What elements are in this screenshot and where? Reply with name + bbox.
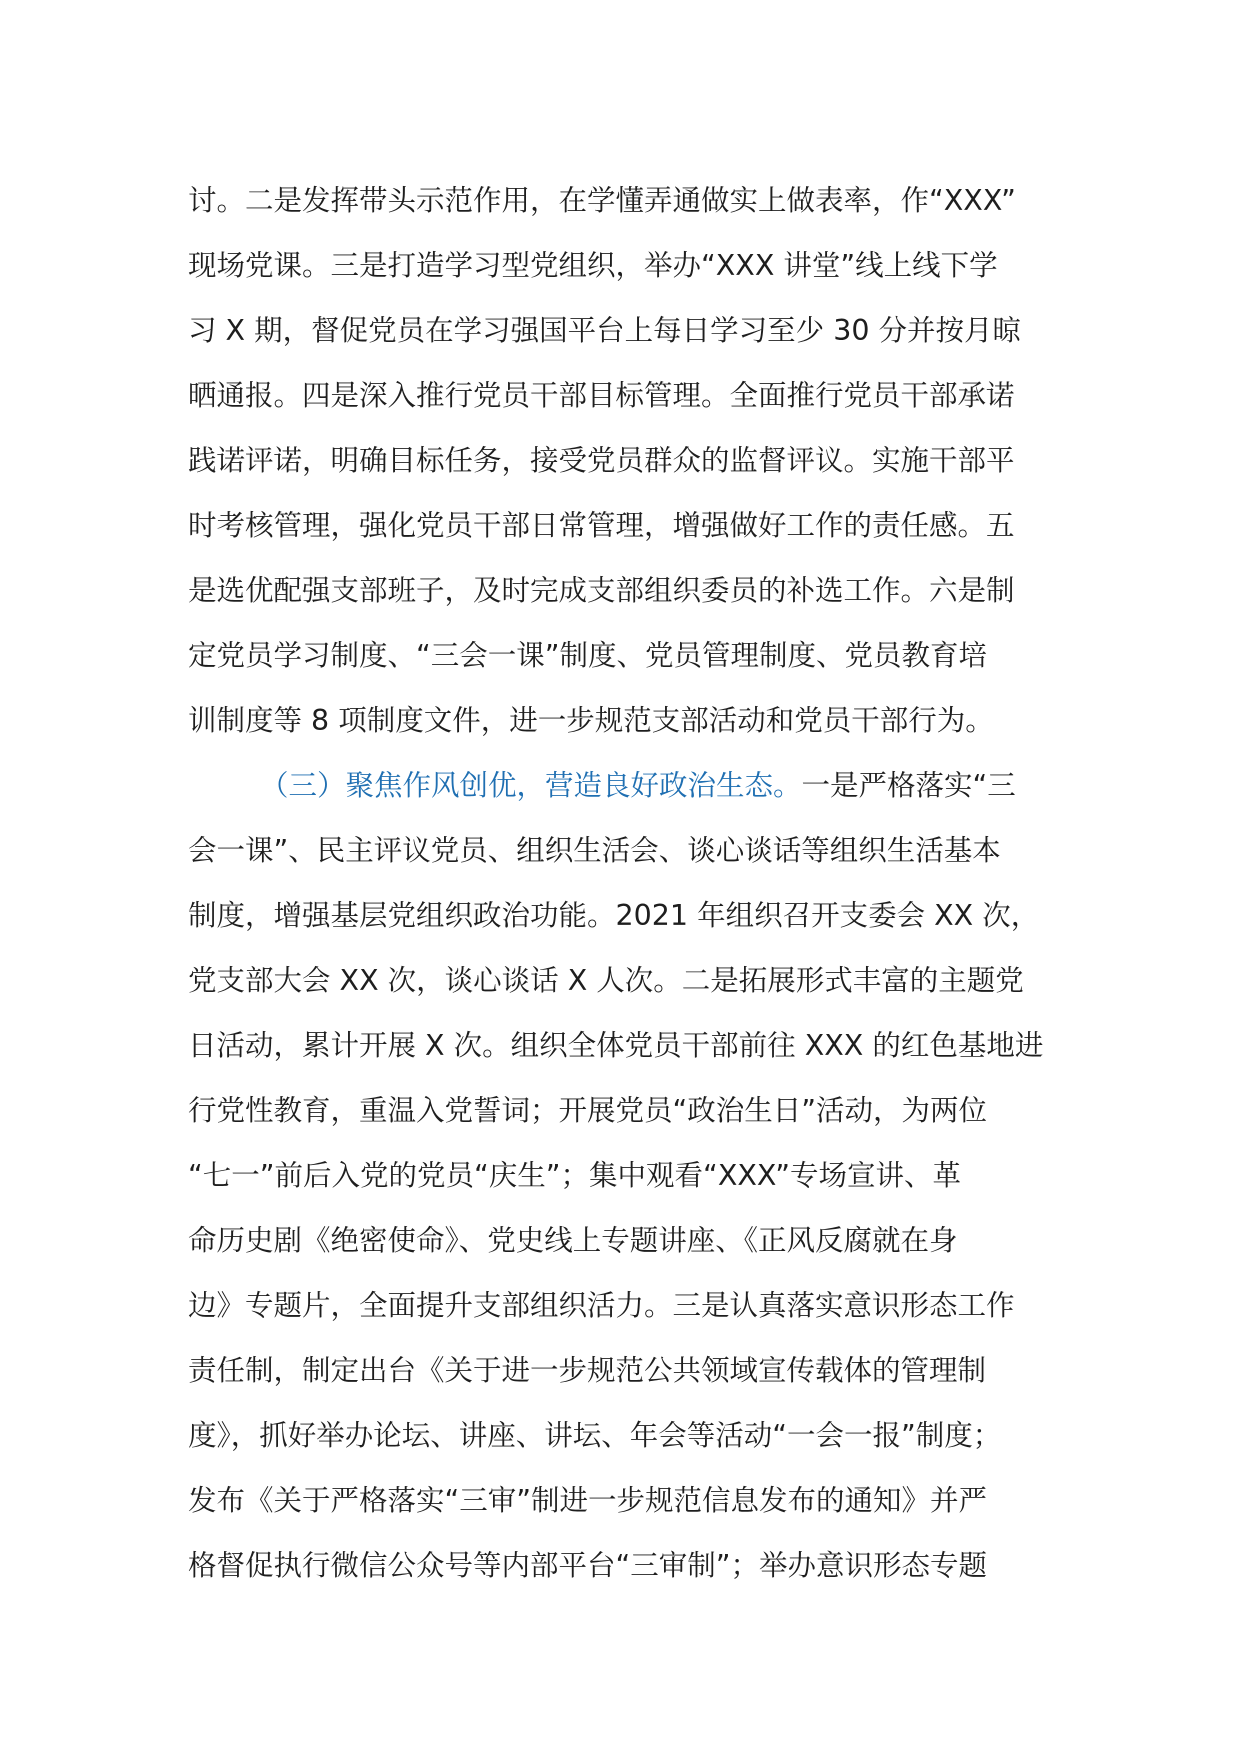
text-line: 定党员学习制度、“三会一课”制度、党员管理制度、党员教育培: [188, 639, 988, 672]
text-line: 度》，抓好举办论坛、讲座、讲坛、年会等活动“一会一报”制度；: [188, 1419, 1002, 1452]
text-line: 会一课”、民主评议党员、组织生活会、谈心谈话等组织生活基本: [188, 834, 1001, 867]
section-heading: （三）聚焦作风创优，营造良好政治生态。: [260, 769, 802, 802]
text-line: 责任制，制定出台《关于进一步规范公共领域宣传载体的管理制: [188, 1354, 987, 1387]
text-line: 晒通报。四是深入推行党员干部目标管理。全面推行党员干部承诺: [188, 379, 1015, 412]
text-line: 发布《关于严格落实“三审”制进一步规范信息发布的通知》并严: [188, 1484, 988, 1517]
text-line: 现场党课。三是打造学习型党组织，举办“XXX 讲堂”线上线下学: [188, 249, 998, 282]
body-text: [188, 168, 1068, 1598]
text-line: 格督促执行微信公众号等内部平台“三审制”；举办意识形态专题: [188, 1549, 988, 1582]
text-line: 党支部大会 XX 次，谈心谈话 X 人次。二是拓展形式丰富的主题党: [188, 964, 1024, 997]
text-line: 制度，增强基层党组织政治功能。2021 年组织召开支委会 XX 次，: [188, 899, 1040, 932]
section-three-first-line: [188, 753, 1068, 818]
text-line: 边》专题片，全面提升支部组织活力。三是认真落实意识形态工作: [188, 1289, 1015, 1322]
text-line: 命历史剧《绝密使命》、党史线上专题讲座、《正风反腐就在身: [188, 1224, 958, 1257]
text-line: 日活动，累计开展 X 次。组织全体党员干部前往 XXX 的红色基地进: [188, 1029, 1044, 1062]
text-line: 训制度等 8 项制度文件，进一步规范支部活动和党员干部行为。: [188, 704, 994, 737]
text-line: 习 X 期，督促党员在学习强国平台上每日学习至少 30 分并按月晾: [188, 314, 1022, 347]
text-line: 时考核管理，强化党员干部日常管理，增强做好工作的责任感。五: [188, 509, 1015, 542]
text-line: 是选优配强支部班子，及时完成支部组织委员的补选工作。六是制: [188, 574, 1015, 607]
text-line: “七一”前后入党的党员“庆生”；集中观看“XXX”专场宣讲、革: [188, 1159, 962, 1192]
text-line: 行党性教育，重温入党誓词；开展党员“政治生日”活动，为两位: [188, 1094, 988, 1127]
text-line: 讨。二是发挥带头示范作用，在学懂弄通做实上做表率，作“XXX”: [188, 184, 1016, 217]
section-first-line-text: 一是严格落实“三: [801, 769, 1016, 802]
text-line: 践诺评诺，明确目标任务，接受党员群众的监督评议。实施干部平: [188, 444, 1015, 477]
